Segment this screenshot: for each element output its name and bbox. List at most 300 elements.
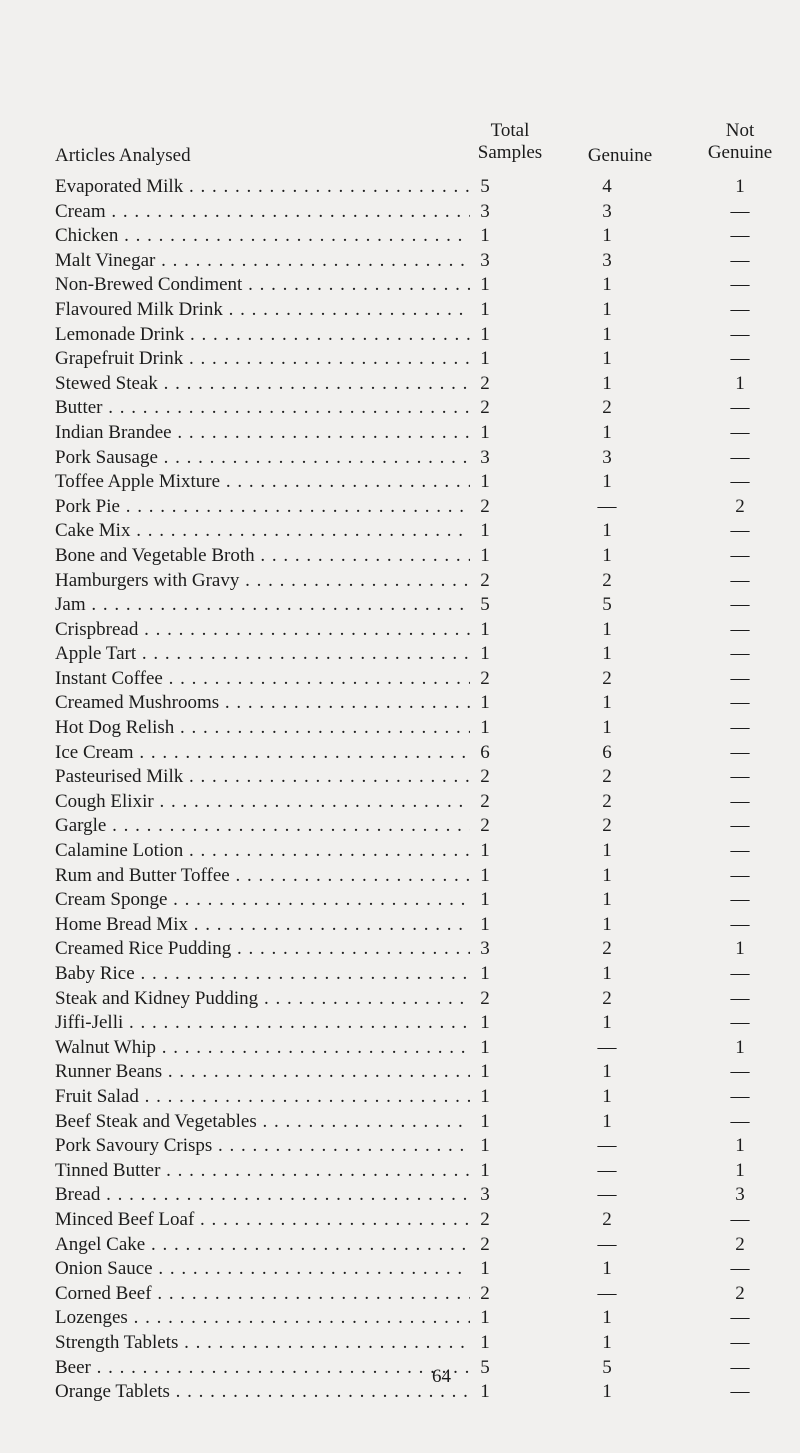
not-genuine-cell: 2 xyxy=(735,1282,745,1304)
table-row xyxy=(0,1085,800,1110)
article-name: Lozenges . . . xyxy=(55,1306,485,1330)
table-row xyxy=(0,1282,800,1307)
not-genuine-cell: — xyxy=(730,618,750,640)
total-samples-cell: 6 xyxy=(470,741,500,765)
leader-mask xyxy=(500,298,560,322)
genuine-cell: 1 xyxy=(602,963,612,984)
genuine-cell: 4 xyxy=(602,176,612,197)
not-genuine-cell: — xyxy=(730,1208,750,1230)
leader-mask xyxy=(500,1233,560,1257)
not-genuine-cell: — xyxy=(730,249,750,271)
total-samples-cell: 1 xyxy=(470,864,500,888)
table-row xyxy=(0,1331,800,1356)
leader-mask xyxy=(500,667,560,691)
total-samples-cell: 1 xyxy=(470,716,500,740)
genuine-cell: — xyxy=(597,1036,617,1058)
table-row xyxy=(0,814,800,839)
genuine-cell: 1 xyxy=(602,298,612,320)
genuine-cell: 2 xyxy=(602,987,612,1009)
article-name: Walnut Whip . . . xyxy=(55,1036,485,1060)
genuine-cell: 1 xyxy=(602,323,612,345)
total-samples-cell: 1 xyxy=(470,618,500,642)
genuine-cell: 1 xyxy=(602,544,612,566)
article-name: Pasteurised Milk . . . xyxy=(55,765,485,789)
table-row xyxy=(0,175,800,200)
not-genuine-cell: 1 xyxy=(735,1135,745,1157)
not-genuine-cell: — xyxy=(730,913,750,935)
table-row xyxy=(0,937,800,962)
table-row xyxy=(0,1356,800,1381)
article-name: Crispbread . . . xyxy=(55,618,485,642)
table-row xyxy=(0,323,800,348)
genuine-cell: 3 xyxy=(602,446,612,468)
total-samples-cell: 2 xyxy=(470,569,500,593)
total-samples-cell: 1 xyxy=(470,913,500,937)
total-samples-cell: 1 xyxy=(470,1331,500,1355)
leader-mask xyxy=(500,1356,560,1380)
table-row xyxy=(0,987,800,1012)
total-samples-cell: 1 xyxy=(470,888,500,912)
total-samples-cell: 3 xyxy=(470,446,500,470)
not-genuine-cell: — xyxy=(730,1356,750,1378)
total-samples-cell: 2 xyxy=(470,790,500,814)
total-samples-cell: 2 xyxy=(470,1233,500,1257)
not-genuine-cell: — xyxy=(730,864,750,886)
total-samples-cell: 3 xyxy=(470,200,500,224)
total-samples-cell: 1 xyxy=(470,839,500,863)
total-samples-cell: 5 xyxy=(470,175,500,199)
genuine-cell: 2 xyxy=(602,1208,612,1230)
article-name: Beef Steak and Vegetables . . . xyxy=(55,1110,485,1134)
table-row xyxy=(0,1208,800,1233)
not-genuine-cell: 1 xyxy=(735,1036,745,1058)
article-name: Instant Coffee . . . xyxy=(55,667,485,691)
genuine-cell: 1 xyxy=(602,225,612,247)
table-row xyxy=(0,1110,800,1135)
total-samples-cell: 1 xyxy=(470,1134,500,1158)
not-genuine-cell: — xyxy=(730,1307,750,1329)
not-genuine-cell: — xyxy=(730,1110,750,1132)
table-row xyxy=(0,421,800,446)
total-samples-cell: 1 xyxy=(470,642,500,666)
genuine-cell: — xyxy=(597,1233,617,1255)
article-name: Non-Brewed Condiment . . . xyxy=(55,273,485,297)
not-genuine-cell: — xyxy=(730,421,750,443)
leader-mask xyxy=(500,470,560,494)
total-samples-cell: 1 xyxy=(470,1036,500,1060)
not-genuine-cell: — xyxy=(730,815,750,837)
leader-mask xyxy=(500,347,560,371)
table-row xyxy=(0,544,800,569)
not-genuine-cell: 3 xyxy=(735,1184,745,1206)
article-name: Cake Mix . . . xyxy=(55,519,485,543)
leader-mask xyxy=(500,814,560,838)
leader-mask xyxy=(500,1036,560,1060)
article-name: Fruit Salad . . . xyxy=(55,1085,485,1109)
genuine-cell: — xyxy=(597,1159,617,1181)
not-genuine-cell: — xyxy=(730,766,750,788)
genuine-cell: 1 xyxy=(602,1110,612,1132)
not-genuine-cell: — xyxy=(730,225,750,247)
article-name: Calamine Lotion . . . xyxy=(55,839,485,863)
article-name: Angel Cake . . . xyxy=(55,1233,485,1257)
article-name: Steak and Kidney Pudding . . . xyxy=(55,987,485,1011)
genuine-cell: 1 xyxy=(602,1331,612,1353)
table-row xyxy=(0,1134,800,1159)
table-row xyxy=(0,642,800,667)
leader-mask xyxy=(500,273,560,297)
table-row xyxy=(0,765,800,790)
genuine-cell: 3 xyxy=(602,200,612,222)
not-genuine-cell: — xyxy=(730,569,750,591)
not-genuine-cell: — xyxy=(730,987,750,1009)
article-name: Cream Sponge . . . xyxy=(55,888,485,912)
article-name: Rum and Butter Toffee . . . xyxy=(55,864,485,888)
leader-mask xyxy=(500,618,560,642)
leader-mask xyxy=(500,1183,560,1207)
article-name: Malt Vinegar . . . xyxy=(55,249,485,273)
article-name: Indian Brandee . . . xyxy=(55,421,485,445)
total-samples-cell: 1 xyxy=(470,323,500,347)
leader-mask xyxy=(500,716,560,740)
not-genuine-cell: 1 xyxy=(735,176,745,197)
leader-mask xyxy=(500,569,560,593)
article-name: Corned Beef . . . xyxy=(55,1282,485,1306)
not-genuine-cell: — xyxy=(730,1085,750,1107)
article-name: Bone and Vegetable Broth . . . xyxy=(55,544,485,568)
total-samples-cell: 1 xyxy=(470,519,500,543)
article-name: Minced Beef Loaf . . . xyxy=(55,1208,485,1232)
genuine-cell: 5 xyxy=(602,1356,612,1378)
leader-mask xyxy=(500,1331,560,1355)
header-not-line2: Genuine xyxy=(707,142,773,163)
table-row xyxy=(0,1380,800,1405)
total-samples-cell: 2 xyxy=(470,372,500,396)
total-samples-cell: 1 xyxy=(470,224,500,248)
leader-mask xyxy=(500,1060,560,1084)
table-row xyxy=(0,1257,800,1282)
not-genuine-cell: — xyxy=(730,446,750,468)
total-samples-cell: 2 xyxy=(470,1282,500,1306)
article-name: Creamed Mushrooms . . . xyxy=(55,691,485,715)
genuine-cell: 1 xyxy=(602,1381,612,1403)
not-genuine-cell: — xyxy=(730,274,750,296)
leader-mask xyxy=(500,1380,560,1404)
article-name: Ice Cream . . . xyxy=(55,741,485,765)
article-name: Home Bread Mix . . . xyxy=(55,913,485,937)
not-genuine-cell: — xyxy=(730,717,750,739)
table-row xyxy=(0,1159,800,1184)
article-name: Pork Savoury Crisps . . . xyxy=(55,1134,485,1158)
genuine-cell: 2 xyxy=(602,938,612,960)
table-row xyxy=(0,839,800,864)
not-genuine-cell: 2 xyxy=(735,1233,745,1255)
total-samples-cell: 1 xyxy=(470,1110,500,1134)
table-row xyxy=(0,618,800,643)
total-samples-cell: 1 xyxy=(470,298,500,322)
article-name: Runner Beans . . . xyxy=(55,1060,485,1084)
total-samples-cell: 1 xyxy=(470,273,500,297)
table-row xyxy=(0,298,800,323)
article-name: Apple Tart . . . xyxy=(55,642,485,666)
article-name: Strength Tablets . . . xyxy=(55,1331,485,1355)
total-samples-cell: 1 xyxy=(470,1257,500,1281)
table-row xyxy=(0,519,800,544)
total-samples-cell: 1 xyxy=(470,421,500,445)
total-samples-cell: 2 xyxy=(470,396,500,420)
not-genuine-cell: — xyxy=(730,741,750,763)
not-genuine-cell: — xyxy=(730,840,750,862)
leader-mask xyxy=(500,1085,560,1109)
article-name: Baby Rice . . . xyxy=(55,962,485,986)
leader-mask xyxy=(500,323,560,347)
article-name: Creamed Rice Pudding . . . xyxy=(55,937,485,961)
genuine-cell: 6 xyxy=(602,741,612,763)
article-name: Onion Sauce . . . xyxy=(55,1257,485,1281)
leader-mask xyxy=(500,593,560,617)
header-articles-analysed: Articles Analysed xyxy=(55,145,191,166)
article-name: Pork Pie . . . xyxy=(55,495,485,519)
not-genuine-cell: 1 xyxy=(735,938,745,960)
articles-table xyxy=(0,175,800,1405)
leader-mask xyxy=(500,175,560,199)
not-genuine-cell: — xyxy=(730,790,750,812)
article-name: Cream . . . xyxy=(55,200,485,224)
table-row xyxy=(0,913,800,938)
table-row xyxy=(0,1011,800,1036)
article-name: Jiffi-Jelli . . . xyxy=(55,1011,485,1035)
not-genuine-cell: — xyxy=(730,200,750,222)
genuine-cell: 2 xyxy=(602,667,612,689)
table-row xyxy=(0,200,800,225)
leader-mask xyxy=(500,864,560,888)
genuine-cell: 1 xyxy=(602,717,612,739)
genuine-cell: 2 xyxy=(602,766,612,788)
not-genuine-cell: — xyxy=(730,667,750,689)
header-not-genuine xyxy=(680,120,800,164)
total-samples-cell: 1 xyxy=(470,544,500,568)
leader-mask xyxy=(500,790,560,814)
genuine-cell: — xyxy=(597,1135,617,1157)
not-genuine-cell: — xyxy=(730,643,750,665)
total-samples-cell: 1 xyxy=(470,347,500,371)
leader-mask xyxy=(500,1110,560,1134)
genuine-cell: 1 xyxy=(602,1307,612,1329)
leader-mask xyxy=(500,1011,560,1035)
table-row xyxy=(0,962,800,987)
genuine-cell: 1 xyxy=(602,348,612,370)
article-name: Gargle . . . xyxy=(55,814,485,838)
total-samples-cell: 1 xyxy=(470,1085,500,1109)
leader-mask xyxy=(500,937,560,961)
leader-mask xyxy=(500,495,560,519)
page-number: 64 xyxy=(432,1366,451,1387)
article-name: Stewed Steak . . . xyxy=(55,372,485,396)
article-name: Hot Dog Relish . . . xyxy=(55,716,485,740)
total-samples-cell: 1 xyxy=(470,1380,500,1404)
genuine-cell: 1 xyxy=(602,1085,612,1107)
genuine-cell: 2 xyxy=(602,815,612,837)
not-genuine-cell: — xyxy=(730,1331,750,1353)
not-genuine-cell: — xyxy=(730,594,750,616)
table-row xyxy=(0,446,800,471)
article-name: Toffee Apple Mixture . . . xyxy=(55,470,485,494)
table-row xyxy=(0,716,800,741)
not-genuine-cell: — xyxy=(730,323,750,345)
total-samples-cell: 1 xyxy=(470,691,500,715)
leader-mask xyxy=(500,839,560,863)
article-name: Bread . . . xyxy=(55,1183,485,1207)
leader-mask xyxy=(500,765,560,789)
article-name: Butter . . . xyxy=(55,396,485,420)
leader-mask xyxy=(500,446,560,470)
not-genuine-cell: 1 xyxy=(735,1159,745,1181)
total-samples-cell: 1 xyxy=(470,1306,500,1330)
total-samples-cell: 3 xyxy=(470,1183,500,1207)
header-total-line2: Samples xyxy=(477,142,543,163)
table-row xyxy=(0,470,800,495)
article-name: Lemonade Drink . . . xyxy=(55,323,485,347)
table-row xyxy=(0,593,800,618)
genuine-cell: — xyxy=(597,1282,617,1304)
genuine-cell: 1 xyxy=(602,840,612,862)
not-genuine-cell: — xyxy=(730,692,750,714)
genuine-cell: — xyxy=(597,495,617,517)
table-row xyxy=(0,273,800,298)
genuine-cell: 1 xyxy=(602,1012,612,1034)
table-row xyxy=(0,667,800,692)
header-total-line1: Total xyxy=(490,120,530,141)
leader-mask xyxy=(500,691,560,715)
table-row xyxy=(0,864,800,889)
total-samples-cell: 2 xyxy=(470,765,500,789)
article-name: Chicken . . . xyxy=(55,224,485,248)
genuine-cell: 1 xyxy=(602,864,612,886)
leader-mask xyxy=(500,888,560,912)
not-genuine-cell: — xyxy=(730,1061,750,1083)
total-samples-cell: 1 xyxy=(470,1011,500,1035)
article-name: Cough Elixir . . . xyxy=(55,790,485,814)
table-row xyxy=(0,691,800,716)
genuine-cell: 2 xyxy=(602,790,612,812)
not-genuine-cell: 2 xyxy=(735,495,745,517)
leader-mask xyxy=(500,421,560,445)
total-samples-cell: 5 xyxy=(470,593,500,617)
table-row xyxy=(0,1183,800,1208)
table-row xyxy=(0,569,800,594)
total-samples-cell: 2 xyxy=(470,1208,500,1232)
not-genuine-cell: — xyxy=(730,298,750,320)
leader-mask xyxy=(500,1134,560,1158)
total-samples-cell: 2 xyxy=(470,814,500,838)
genuine-cell: 5 xyxy=(602,594,612,616)
not-genuine-cell: — xyxy=(730,1012,750,1034)
genuine-cell: 2 xyxy=(602,569,612,591)
leader-mask xyxy=(500,1208,560,1232)
genuine-cell: 1 xyxy=(602,372,612,394)
table-row xyxy=(0,1233,800,1258)
leader-mask xyxy=(500,1257,560,1281)
total-samples-cell: 1 xyxy=(470,1159,500,1183)
leader-mask xyxy=(500,1159,560,1183)
table-row xyxy=(0,224,800,249)
leader-mask xyxy=(500,519,560,543)
leader-mask xyxy=(500,962,560,986)
leader-mask xyxy=(500,741,560,765)
leader-mask xyxy=(500,1306,560,1330)
article-name: Beer . . . xyxy=(55,1356,485,1380)
article-name: Evaporated Milk . . . xyxy=(55,175,485,199)
genuine-cell: 1 xyxy=(602,471,612,493)
article-name: Orange Tablets . . . xyxy=(55,1380,485,1404)
table-row xyxy=(0,396,800,421)
table-row xyxy=(0,249,800,274)
table-row xyxy=(0,1060,800,1085)
table-row xyxy=(0,1306,800,1331)
article-name: Jam . . . xyxy=(55,593,485,617)
leader-mask xyxy=(500,372,560,396)
table-row xyxy=(0,495,800,520)
genuine-cell: 1 xyxy=(602,421,612,443)
not-genuine-cell: — xyxy=(730,397,750,419)
article-name: Pork Sausage . . . xyxy=(55,446,485,470)
not-genuine-cell: — xyxy=(730,963,750,984)
total-samples-cell: 2 xyxy=(470,495,500,519)
leader-mask xyxy=(500,642,560,666)
article-name: Flavoured Milk Drink . . . xyxy=(55,298,485,322)
table-row xyxy=(0,741,800,766)
not-genuine-cell: — xyxy=(730,1258,750,1280)
genuine-cell: 1 xyxy=(602,889,612,911)
not-genuine-cell: — xyxy=(730,544,750,566)
not-genuine-cell: — xyxy=(730,520,750,542)
genuine-cell: 1 xyxy=(602,913,612,935)
not-genuine-cell: — xyxy=(730,889,750,911)
not-genuine-cell: 1 xyxy=(735,372,745,394)
total-samples-cell: 3 xyxy=(470,937,500,961)
table-row xyxy=(0,347,800,372)
leader-mask xyxy=(500,544,560,568)
genuine-cell: 3 xyxy=(602,249,612,271)
not-genuine-cell: — xyxy=(730,1381,750,1403)
table-row xyxy=(0,790,800,815)
leader-mask xyxy=(500,913,560,937)
genuine-cell: 1 xyxy=(602,274,612,296)
total-samples-cell: 5 xyxy=(470,1356,500,1380)
total-samples-cell: 3 xyxy=(470,249,500,273)
total-samples-cell: 2 xyxy=(470,987,500,1011)
total-samples-cell: 1 xyxy=(470,1060,500,1084)
genuine-cell: 1 xyxy=(602,520,612,542)
article-name: Tinned Butter . . . xyxy=(55,1159,485,1183)
article-name: Grapefruit Drink . . . xyxy=(55,347,485,371)
genuine-cell: 1 xyxy=(602,1258,612,1280)
header-genuine: Genuine xyxy=(587,145,653,166)
leader-mask xyxy=(500,224,560,248)
genuine-cell: 1 xyxy=(602,618,612,640)
header-not-line1: Not xyxy=(725,120,755,141)
genuine-cell: 1 xyxy=(602,1061,612,1083)
article-name: Hamburgers with Gravy . . . xyxy=(55,569,485,593)
leader-mask xyxy=(500,396,560,420)
total-samples-cell: 2 xyxy=(470,667,500,691)
not-genuine-cell: — xyxy=(730,348,750,370)
genuine-cell: 2 xyxy=(602,397,612,419)
total-samples-cell: 1 xyxy=(470,962,500,986)
genuine-cell: 1 xyxy=(602,692,612,714)
table-row xyxy=(0,1036,800,1061)
genuine-cell: 1 xyxy=(602,643,612,665)
